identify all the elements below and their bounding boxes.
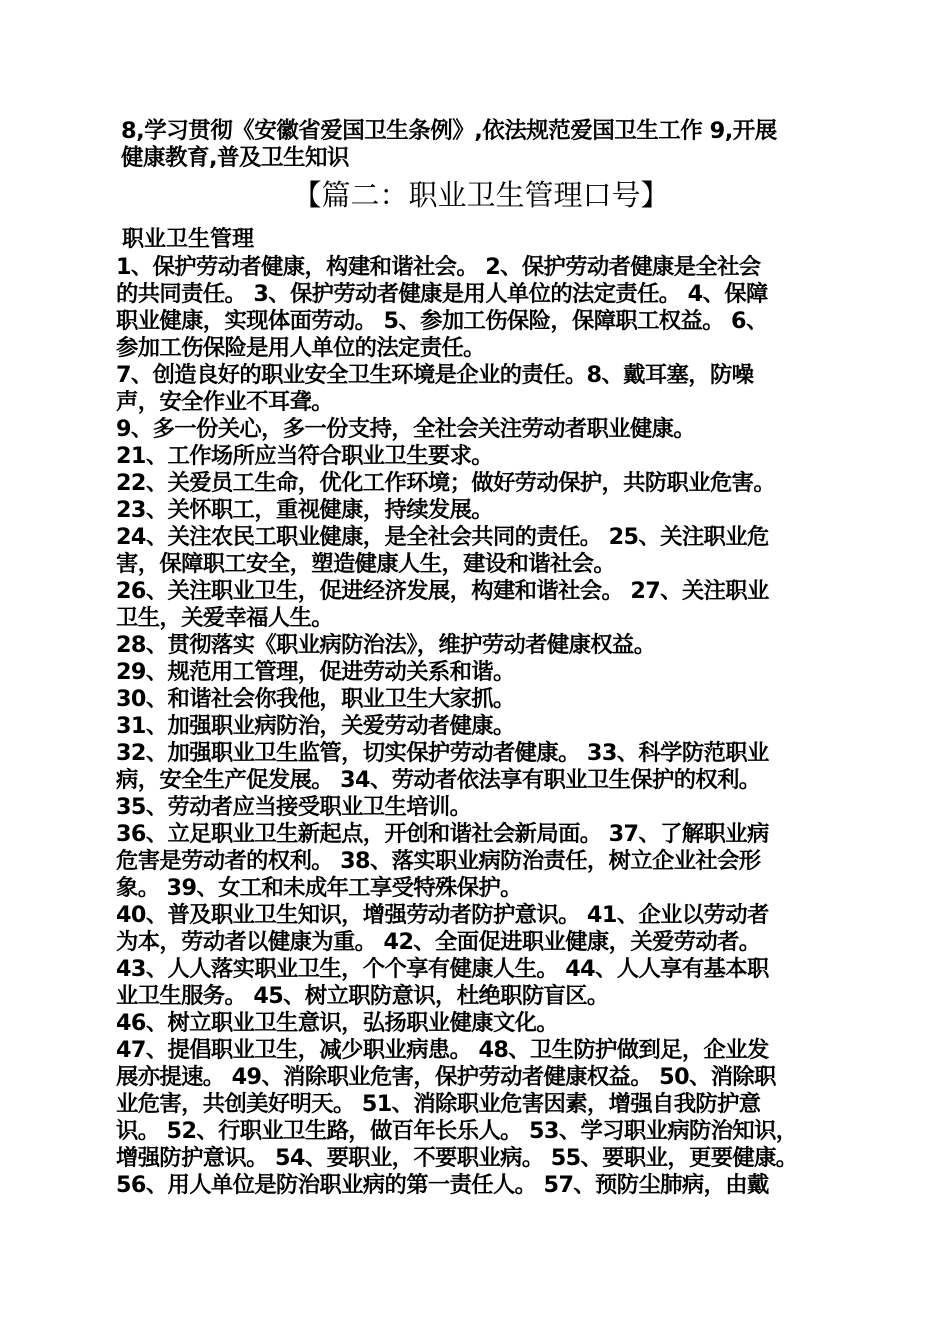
slogan-line: 29、规范用工管理，促进劳动关系和谐。	[116, 659, 515, 685]
slogan-line: 参加工伤保险是用人单位的法定责任。	[116, 335, 485, 361]
slogan-line: 声，安全作业不耳聋。	[116, 389, 333, 415]
subtitle: 职业卫生管理	[122, 227, 255, 252]
slogan-line: 47、提倡职业卫生，减少职业病患。 48、卫生防护做到足，企业发	[116, 1037, 769, 1063]
slogan-line: 28、贯彻落实《职业病防治法》，维护劳动者健康权益。	[116, 632, 656, 658]
slogan-line: 22、关爱员工生命，优化工作环境；做好劳动保护，共防职业危害。	[116, 470, 776, 496]
slogan-line: 9、多一份关心，多一份支持，全社会关注劳动者职业健康。	[116, 416, 696, 442]
slogan-line: 危害是劳动者的权利。 38、落实职业病防治责任，树立企业社会形	[116, 848, 761, 874]
slogan-line: 为本，劳动者以健康为重。 42、全面促进职业健康，关爱劳动者。	[116, 929, 761, 955]
slogan-line: 36、立足职业卫生新起点，开创和谐社会新局面。 37、了解职业病	[116, 821, 769, 847]
slogan-line: 识。 52、行职业卫生路，做百年长乐人。 53、学习职业病防治知识，	[116, 1118, 798, 1144]
slogan-line: 40、普及职业卫生知识，增强劳动者防护意识。 41、企业以劳动者	[116, 902, 769, 928]
slogan-line: 1、保护劳动者健康，构建和谐社会。 2、保护劳动者健康是全社会	[116, 254, 761, 280]
slogan-line: 业危害，共创美好明天。 51、消除职业危害因素，增强自我防护意	[116, 1091, 761, 1117]
slogan-line: 卫生，关爱幸福人生。	[116, 605, 333, 631]
slogan-line: 21、工作场所应当符合职业卫生要求。	[116, 443, 493, 469]
intro-line: 8,学习贯彻《安徽省爱国卫生条例》,依法规范爱国卫生工作 9,开展	[121, 118, 777, 144]
section-title: 【篇二：职业卫生管理口号】	[292, 178, 670, 212]
slogan-line: 24、关注农民工职业健康，是全社会共同的责任。 25、关注职业危	[116, 524, 769, 550]
intro-line: 健康教育,普及卫生知识	[121, 145, 350, 171]
slogan-line: 病，安全生产促发展。 34、劳动者依法享有职业卫生保护的权利。	[116, 767, 761, 793]
slogan-line: 30、和谐社会你我他，职业卫生大家抓。	[116, 686, 515, 712]
slogan-line: 56、用人单位是防治职业病的第一责任人。 57、预防尘肺病，由戴	[116, 1172, 769, 1198]
slogan-line: 展亦提速。 49、消除职业危害，保护劳动者健康权益。 50、消除职	[116, 1064, 776, 1090]
slogan-line: 害，保障职工安全，塑造健康人生，建设和谐社会。	[116, 551, 616, 577]
slogan-line: 业卫生服务。 45、树立职防意识，杜绝职防盲区。	[116, 983, 609, 1009]
document-page	[116, 118, 836, 1199]
slogan-line: 35、劳动者应当接受职业卫生培训。	[116, 794, 472, 820]
slogan-line: 26、关注职业卫生，促进经济发展，构建和谐社会。 27、关注职业	[116, 578, 769, 604]
slogan-list	[116, 254, 836, 1199]
slogan-line: 31、加强职业病防治，关爱劳动者健康。	[116, 713, 515, 739]
slogan-line: 职业健康，实现体面劳动。 5、参加工伤保险，保障职工权益。 6、	[116, 308, 768, 334]
slogan-line: 23、关怀职工，重视健康，持续发展。	[116, 497, 493, 523]
slogan-line: 46、树立职业卫生意识，弘扬职业健康文化。	[116, 1010, 559, 1036]
slogan-line: 增强防护意识。 54、要职业，不要职业病。 55、要职业，更要健康。	[116, 1145, 798, 1171]
slogan-line: 象。 39、女工和未成年工享受特殊保护。	[116, 875, 522, 901]
slogan-line: 43、人人落实职业卫生，个个享有健康人生。 44、人人享有基本职	[116, 956, 769, 982]
intro-paragraph	[116, 118, 836, 172]
slogan-line: 7、创造良好的职业安全卫生环境是企业的责任。8、戴耳塞，防噪	[116, 362, 754, 388]
slogan-line: 的共同责任。 3、保护劳动者健康是用人单位的法定责任。 4、保障	[116, 281, 768, 307]
slogan-line: 32、加强职业卫生监管，切实保护劳动者健康。 33、科学防范职业	[116, 740, 769, 766]
